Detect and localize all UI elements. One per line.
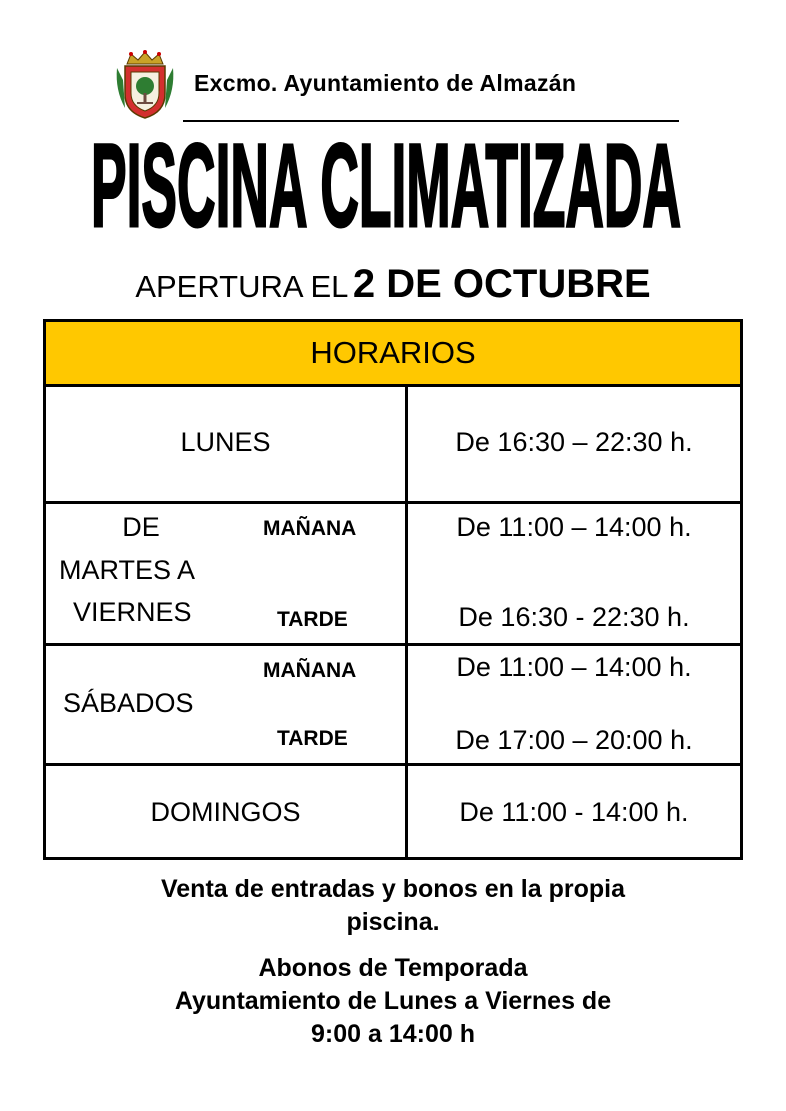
- opening-date-value: 2 DE OCTUBRE: [352, 262, 651, 306]
- coat-of-arms-logo: [113, 50, 177, 120]
- morning-label: MAÑANA: [263, 659, 357, 682]
- table-row: [46, 387, 740, 504]
- tickets-note-line: Venta de entradas y bonos en la propia: [160, 875, 625, 903]
- column-divider: [405, 387, 408, 860]
- season-pass-line: Abonos de Temporada: [258, 954, 528, 982]
- time-range: De 11:00 - 14:00 h.: [459, 797, 689, 827]
- morning-time: De 11:00 – 14:00 h.: [456, 652, 692, 682]
- svg-text:PISCINA CLIMATIZADA: PISCINA CLIMATIZADA: [91, 128, 681, 238]
- table-row: [46, 504, 740, 646]
- afternoon-label: TARDE: [277, 727, 348, 750]
- header-divider: [183, 120, 679, 122]
- time-range: De 16:30 – 22:30 h.: [455, 427, 693, 457]
- afternoon-label: TARDE: [277, 608, 348, 631]
- season-pass-line: 9:00 a 14:00 h: [311, 1020, 475, 1048]
- morning-time: De 11:00 – 14:00 h.: [456, 512, 692, 542]
- schedule-table: [43, 319, 743, 860]
- page-title: [86, 128, 686, 238]
- tickets-note: [0, 873, 786, 939]
- day-label: SÁBADOS: [63, 688, 194, 718]
- season-pass-note: [0, 952, 786, 1051]
- table-row: [46, 766, 740, 860]
- day-label-line: MARTES A: [59, 555, 196, 585]
- afternoon-time: De 17:00 – 20:00 h.: [455, 725, 693, 755]
- day-label: LUNES: [180, 427, 271, 457]
- morning-label: MAÑANA: [263, 517, 357, 540]
- tickets-note-line: piscina.: [346, 908, 440, 936]
- table-row: [46, 646, 740, 766]
- day-label-line: VIERNES: [73, 597, 192, 627]
- season-pass-line: Ayuntamiento de Lunes a Viernes de: [174, 987, 612, 1015]
- organization-name: Excmo. Ayuntamiento de Almazán: [194, 70, 577, 96]
- opening-date: [0, 262, 786, 307]
- day-label: DOMINGOS: [150, 797, 301, 827]
- opening-prefix: APERTURA EL: [135, 269, 349, 304]
- afternoon-time: De 16:30 - 22:30 h.: [458, 602, 690, 632]
- day-label-line: DE: [122, 512, 160, 542]
- schedule-heading: HORARIOS: [46, 322, 740, 387]
